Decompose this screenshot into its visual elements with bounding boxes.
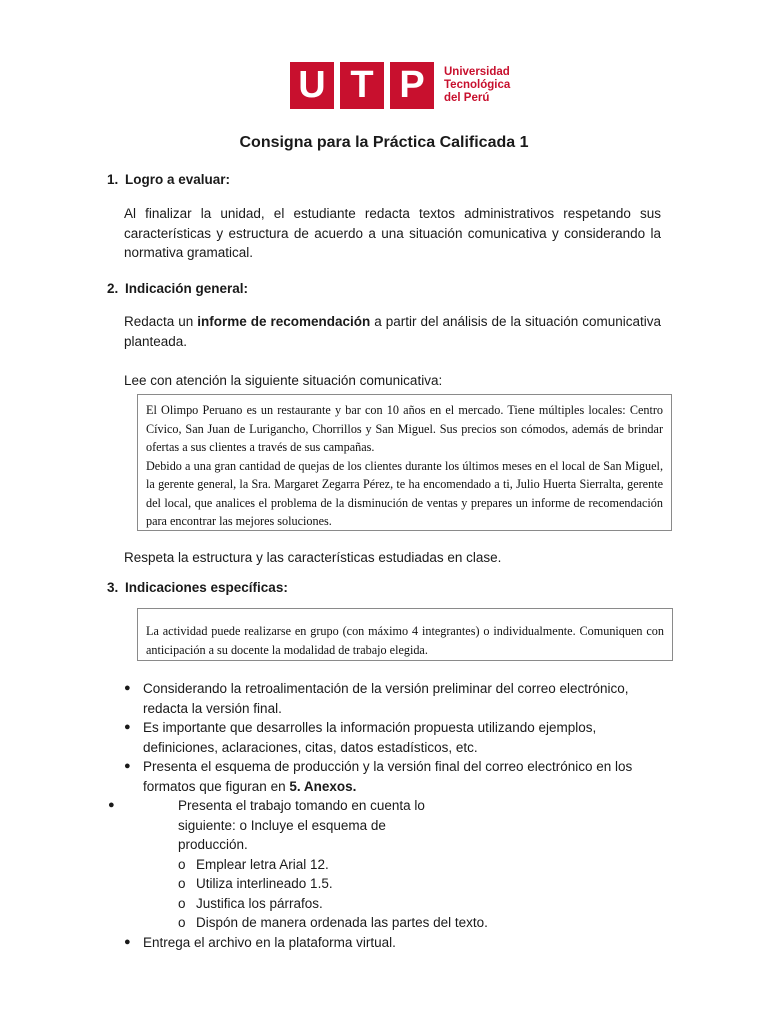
sub-bullet-icon: o [178,876,186,891]
instructions-list [108,679,664,952]
utp-logo [290,62,510,109]
list-item [124,933,664,953]
section-3-heading [107,580,288,595]
list-item [108,796,664,933]
sub-bullet-icon: o [178,915,186,930]
bullet-2-text: Es importante que desarrolles la información propuesta utilizando ejemplos, definiciones, aclaraciones, citas, datos estadísticos, etc. [143,720,597,755]
sub-list-item [178,894,664,914]
section-2-number: 2. [107,281,119,296]
case-study-box [137,394,672,531]
sub-list-item [178,855,664,875]
sub-list-item [178,913,664,933]
list-item [124,679,664,718]
section-2-text-before: Redacta un [124,314,198,329]
sub-item-4: Dispón de manera ordenada las partes del texto. [196,915,488,930]
section-2-text [124,312,661,351]
section-1-heading [107,172,230,187]
section-2-closing: Respeta la estructura y las características estudiadas en clase. [124,550,502,565]
sub-item-2: Utiliza interlineado 1.5. [196,876,333,891]
logo-line-3: del Perú [444,92,490,104]
bullet-4-line-1: Presenta el trabajo tomando en cuenta lo [178,798,425,813]
bullet-icon: ● [124,935,131,948]
logo-mark [290,62,434,109]
bullet-icon: ● [108,799,115,811]
bullet-5-text: Entrega el archivo en la plataforma virtual. [143,934,396,950]
activity-note-box: La actividad puede realizarse en grupo (con máximo 4 integrantes) o individualmente. Comuniquen con anticipación a su docente la modalidad de trabajo elegida. [137,608,673,661]
logo-wordmark [444,66,510,105]
sub-item-3: Justifica los párrafos. [196,895,323,911]
section-3-number: 3. [107,580,119,595]
sub-bullet-icon: o [178,856,186,872]
logo-line-1: Universidad [444,66,510,78]
section-1-title: Logro a evaluar: [125,172,231,187]
case-paragraph-2: Debido a una gran cantidad de quejas de los clientes durante los últimos meses en el local de San Miguel, la gerente general, la Sra. Margaret Zegarra Pérez, te ha encomendado a ti, Julio Huerta Sierralta, gerente del local, que analices el problema de la disminución de ventas y prepares un informe de recomendación para encontrar las mejores soluciones. [146,458,663,528]
bullet-icon: ● [124,682,131,694]
page-title: Consigna para la Práctica Calificada 1 [239,134,529,151]
section-3-title: Indicaciones específicas: [125,580,288,595]
list-item [124,757,664,796]
bullet-1-text: Considerando la retroalimentación de la versión preliminar del correo electrónico, redacta la versión final. [143,681,629,716]
list-item [124,718,664,757]
bullet-4-line-3: producción. [178,837,248,852]
bullet-4-line-2: siguiente: o Incluye el esquema de [178,817,386,833]
section-2-intro: Lee con atención la siguiente situación comunicativa: [124,373,443,388]
section-2-heading [107,281,248,296]
section-2-title: Indicación general: [125,281,249,296]
section-1-number: 1. [107,172,119,187]
bullet-4-block [124,796,664,933]
section-2-text-bold: informe de recomendación [197,314,371,329]
case-paragraph-1: El Olimpo Peruano es un restaurante y bar con 10 años en el mercado. Tiene múltiples locales: Centro Cívico, San Juan de Lurigancho, Chorrillos y San Miguel. Sus precios son cómodos, además de brindar ofertas a sus clientes a través de sus campañas. [146,403,663,454]
sub-item-1: Emplear letra Arial 12. [196,856,329,872]
sub-list-item [178,874,664,894]
bullet-3-bold: 5. Anexos. [289,778,357,794]
logo-letter-t: T [350,64,374,106]
section-2-text-after: a partir del análisis de la situación comunicativa planteada. [124,314,661,349]
logo-line-2: Tecnológica [444,79,511,91]
sub-bullet-icon: o [178,895,186,911]
logo-letter-p: P [399,64,425,106]
bullet-icon: ● [124,721,131,733]
bullet-3-text [143,759,632,794]
logo-letter-u: U [298,64,326,106]
bullet-3-plain: Presenta el esquema de producción y la versión final del correo electrónico en los formatos que figuran en [143,759,633,794]
section-1-text: Al finalizar la unidad, el estudiante redacta textos administrativos respetando sus características y estructura de acuerdo a una situación comunicativa y considerando la normativa gramatical. [124,206,661,260]
bullet-icon: ● [124,760,131,772]
